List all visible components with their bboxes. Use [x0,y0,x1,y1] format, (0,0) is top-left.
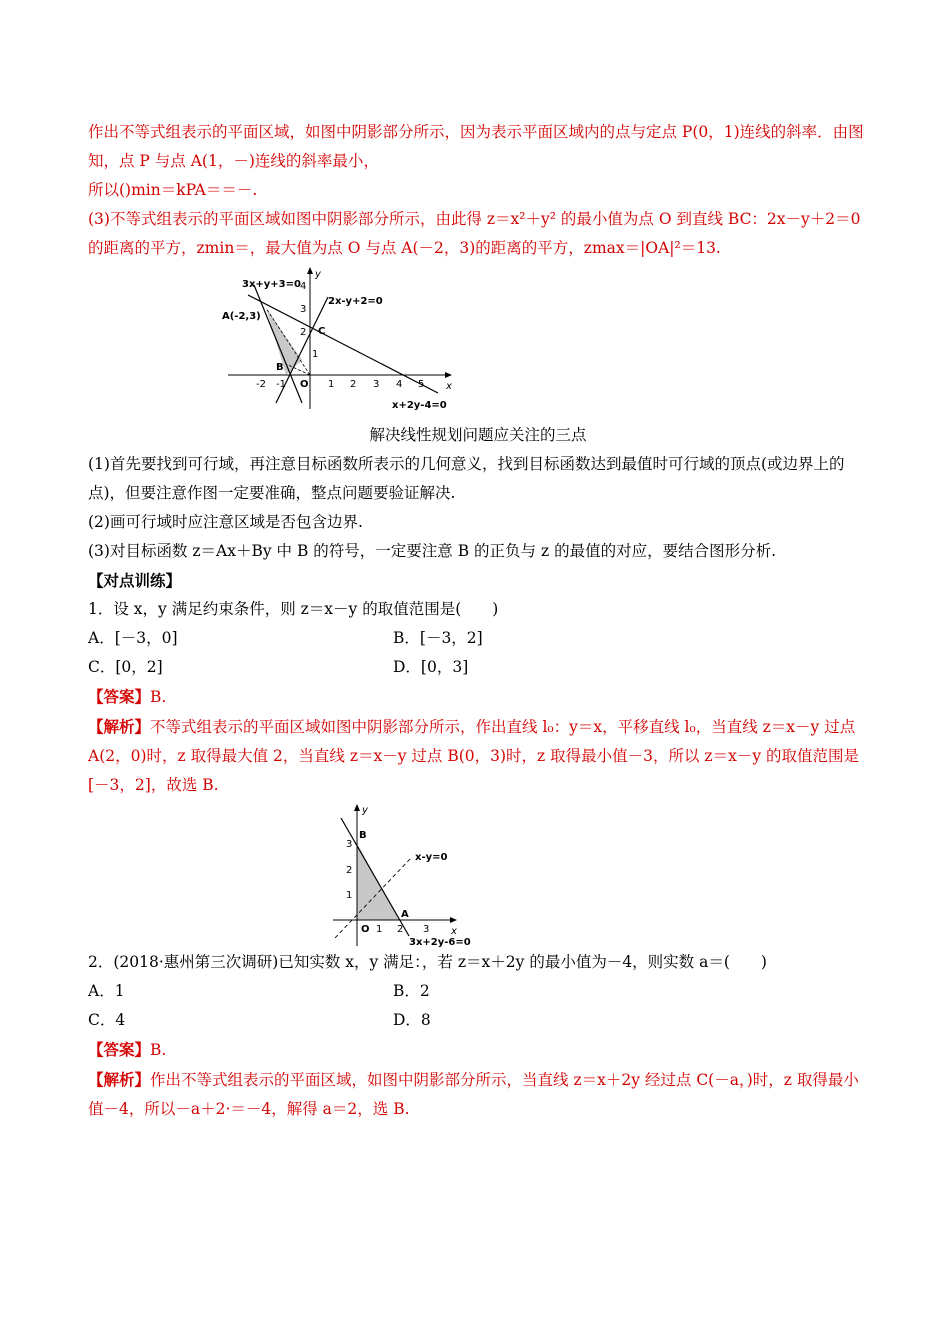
option-d: D．[0，3] [393,658,469,676]
question-2-answer [88,1035,868,1065]
section-title: 解决线性规划问题应关注的三点 [369,426,587,444]
question-1: 1．设 x，y 满足约束条件，则 z＝x－y 的取值范围是( ) [88,600,499,618]
label-line2: 3x+2y-6=0 [409,937,471,948]
feasible-region-shade [266,308,302,375]
label-y: y [362,805,368,816]
note-3: (3)对目标函数 z＝Ax＋By 中 B 的符号，一定要注意 B 的正负与 z 的最值的对应，要结合图形分析. [88,542,776,560]
label-point-A: A(-2,3) [222,311,261,322]
option-c: C．[0，2] [88,658,163,676]
figure-1-graph [220,267,474,411]
xtick: 1 [328,379,335,390]
ytick: 1 [346,890,353,901]
question-2-options-row-2 [88,1006,868,1035]
answer-value: B. [150,1041,167,1059]
answer-label: 【答案】 [88,1040,151,1059]
label-point-C: C [318,326,326,337]
label-x: x [451,926,457,937]
note-2: (2)画可行域时应注意区域是否包含边界. [88,513,363,531]
y-arrow [307,267,313,274]
xtick: 3 [423,924,430,935]
document-page [88,118,868,1124]
answer-value: B. [150,688,167,706]
option-a: A．[－3，0] [88,629,178,647]
analysis-text: 作出不等式组表示的平面区域，如图中阴影部分所示，当直线 z＝x＋2y 经过点 C(－a，)时，z 取得最小值－4，所以－a＋2·＝－4，解得 a＝2，选 B. [88,1071,859,1118]
ytick: 3 [346,839,353,850]
solution-paragraph-2: 所以()min＝kPA＝＝－. [88,181,258,199]
option-b: B．[－3，2] [393,629,483,647]
figure-1 [220,267,474,411]
analysis-text: 不等式组表示的平面区域如图中阴影部分所示，作出直线 l₀：y＝x，平移直线 l₀，当直线 z＝x－y 过点 A(2，0)时，z 取得最大值 2，当直线 z＝x－y 过点 B(0，3)时，z 取得最小值－3，所以 z＝x－y 的取值范围是[－3，2]，故选 B. [88,718,860,794]
label-line1: 3x+y+3=0 [242,279,301,290]
xtick: -2 [256,379,266,390]
xtick: 3 [373,379,380,390]
y-arrow [354,804,360,811]
figure-2-graph [331,802,475,948]
xtick: 2 [350,379,357,390]
training-header: 【对点训练】 [88,571,182,590]
answer-label: 【答案】 [88,687,151,706]
option-b: B．2 [393,982,430,1000]
option-a: A．1 [88,982,125,1000]
analysis-label: 【解析】 [88,1070,151,1089]
x-arrow [445,372,452,378]
label-line2: 2x-y+2=0 [328,296,383,307]
label-line1: x-y=0 [415,852,448,863]
solution-paragraph-3: (3)不等式组表示的平面区域如图中阴影部分所示，由此得 z＝x²＋y² 的最小值为点 O 到直线 BC：2x－y＋2＝0 的距离的平方，zmin＝，最大值为点 O 与点 A(－2，3)的距离的平方，zmax＝|OA|²＝13. [88,210,861,257]
label-point-B: B [276,362,284,373]
question-1-analysis [88,712,868,800]
label-origin: O [300,379,309,390]
question-2-options-row-1 [88,977,868,1006]
label-point-B: B [359,830,367,841]
question-1-options-row-1 [88,624,868,653]
question-2: 2．(2018·惠州第三次调研)已知实数 x，y 满足：，若 z＝x＋2y 的最小值为－4，则实数 a＝( ) [88,953,767,971]
note-1: (1)首先要找到可行域，再注意目标函数所表示的几何意义，找到目标函数达到最值时可行域的顶点(或边界上的点)，但要注意作图一定要准确，整点问题要验证解决. [88,455,845,502]
question-1-options-row-2 [88,653,868,682]
ytick: 2 [300,327,307,338]
question-2-analysis [88,1065,868,1124]
label-point-A: A [401,909,409,920]
option-d: D．8 [393,1011,431,1029]
xtick: 1 [376,924,383,935]
analysis-label: 【解析】 [88,717,151,736]
xtick: 2 [397,924,404,935]
figure-2 [331,802,475,948]
solution-paragraph-1: 作出不等式组表示的平面区域，如图中阴影部分所示，因为表示平面区域内的点与定点 P(0，1)连线的斜率．由图知，点 P 与点 A(1，－)连线的斜率最小， [88,123,864,170]
label-x: x [446,381,452,392]
label-y: y [315,269,321,280]
question-1-answer [88,682,868,712]
ytick: 2 [346,865,353,876]
ytick: 3 [300,304,307,315]
label-origin: O [361,924,370,935]
label-line3: x+2y-4=0 [392,400,447,411]
xtick: 4 [396,379,403,390]
xtick: 5 [418,379,425,390]
ytick: 1 [312,349,319,360]
option-c: C．4 [88,1011,126,1029]
xtick: -1 [276,379,286,390]
ytick: 4 [300,281,307,292]
x-arrow [450,917,457,923]
